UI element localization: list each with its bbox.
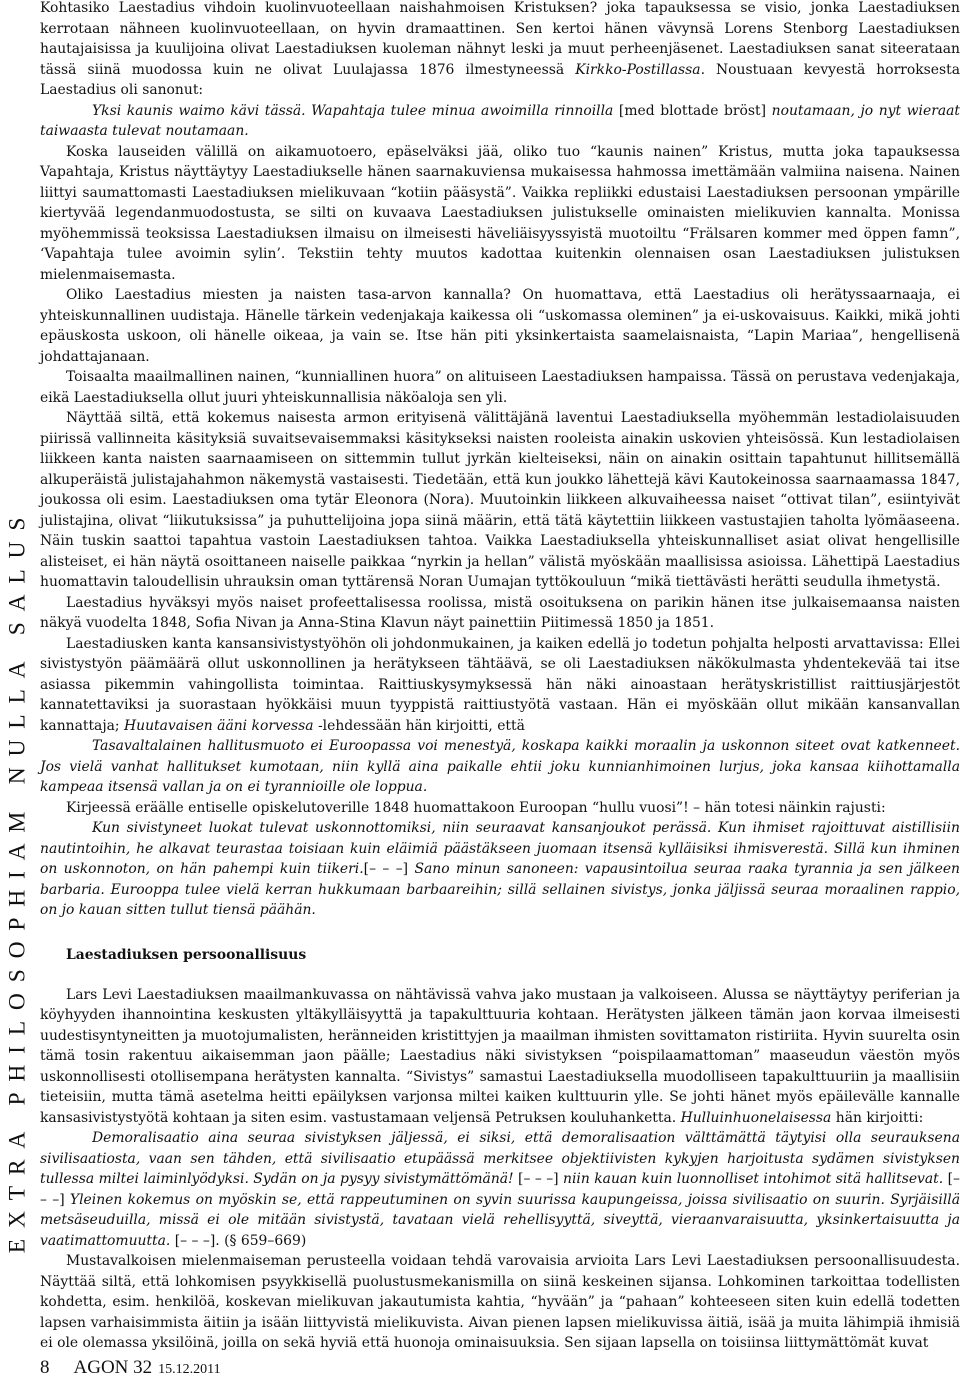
paragraph — [40, 985, 960, 1129]
quotation — [40, 1128, 960, 1251]
side-banner-text: EXTRA PHILOSOPHIAM NULLA SALUS — [4, 506, 31, 1254]
issue-date: 15.12.2011 — [158, 1362, 221, 1377]
quotation: Tasavaltalainen hallitusmuoto ei Euroopassa voi menestyä, koskapa kaikki moraalin ja uskonnon siteet ovat katkenneet. Jos vielä vanhat hallitukset kumotaan, niin kyllä aina paikalle ehtii joku kunnianhimoinen lurjus, joka kansaa kiihottamalla kampeaa itsensä vallan ja on ei tyrannioille ole loppua. — [40, 738, 960, 795]
text: [– – –]. (§ 659–669) — [170, 1232, 307, 1249]
paragraph: Toisaalta maailmallinen nainen, “kunniallinen huora” on alituiseen Laestadiuksen hampaissa. Tässä on perustava vedenjakaja, eikä Laestadiuksella ollut juuri yhteiskunnallisia näköaloja sen yli. — [40, 369, 960, 406]
page-number: 8 — [40, 1357, 50, 1378]
text: Yleinen kokemus on myöskin se, että rappeutuminen on syvin suurissa kaupungeissa, joissa sivilisaatio on suurin. Syrjäisillä metsäseuduilla, missä ei ole mitään sivistystä, tavataan vielä rehellisyyttä, siveyttä, vieraanvaraisuutta, yksinkertaisuutta ja vaatimattomuutta. — [40, 1191, 960, 1249]
paragraph: Kirjeessä eräälle entiselle opiskelutoverille 1848 huomattakoon Euroopan “hullu vuosi”! – hän totesi näinkin rajusti: — [66, 799, 886, 816]
quotation — [40, 101, 960, 142]
page-footer — [40, 1357, 221, 1379]
text: [– – –] — [363, 861, 409, 877]
italic-title: Hulluinhuonelaisessa — [680, 1109, 832, 1126]
text: Kun sivistyneet luokat tulevat uskonnottomiksi, niin seuraavat kansanjoukot perässä. Kun ihmiset rajoittuvat aistillisiin nautintoihin, he alkavat teurastaa toisiaan kuin eläimiä päästäkseen juomaan itsensä kylläisiksi ihmisverestä. Sillä kun ihminen on uskonnoton, on hän pahempi kuin tiikeri. — [40, 820, 960, 877]
paragraph: Laestadius hyväksyi myös naiset profeettalisessa roolissa, mistä osoituksena on parikin hänen itse julkaisemaansa naisten näkyä vuodelta 1848, Sofia Nivan ja Anna-Stina Klavun näyt painettiin Piitimessä 1850 ja 1851. — [40, 594, 960, 631]
paragraph — [40, 0, 960, 101]
paragraph — [40, 634, 960, 737]
italic-title: Huutavaisen ääni korvessa — [124, 717, 314, 734]
text: Sano minun sanoneen: vapausintoilua seuraa raaka tyrannia ja sen jälkeen barbaria. Eurooppa tulee vielä kerran hukkumaan barbaareihin; sillä sellainen sivistys, jonka jäljissä seuraa moraalinen rappio, on jo kauan sitten tullut tiensä päähän. — [40, 861, 960, 918]
magazine-name: AGON 32 — [73, 1357, 153, 1378]
text: Yksi kaunis waimo kävi tässä. Wapahtaja tulee minua awoimilla rinnoilla — [92, 102, 619, 119]
text: Demoralisaatio aina seuraa sivistyksen jäljessä, ei siksi, että demoralisaation välttämättä täytyisi olla seurauksena sivilisaatiosta, vaan sen tähden, että sivilisaatio etupäässä merkitsee objektiivisten kykyjen harjoitusta sydämen sivistyksen tullessa miltei laiminlyödyksi. Sydän on ja pysyy sivistymättömänä! — [40, 1130, 960, 1187]
text: [med blottade bröst] — [618, 102, 767, 119]
text: [– – –] — [40, 1171, 960, 1208]
text: -lehdessään hän kirjoitti, että — [313, 717, 525, 734]
text: . Noustuaan kevyestä horroksesta Laestadius oli sanonut: — [40, 61, 960, 98]
paragraph: Mustavalkoisen mielenmaiseman perusteella voidaan tehdä varovaisia arvioita Lars Levi Laestadiuksen persoonallisuudesta. Näyttää siltä, että lohkomisen psyykkisellä puolustusmekanismilla on siinä keskeinen sijansa. Lohkominen tarkoittaa todellisten kohdetta, esim. henkilöä, koskevan mielikuvan jakautumista kahtia, “hyvään” ja “pahaan” kohteeseen siten kuin edellä todetten lapsen varhaisimmista äitiin ja isään liittyvistä mielikuvista. Aivan pienen lapsen mielikuvissa äitiä, isää ja muita lähimpiä ihmisiä ei ole olemassa yksilöinä, joilla on sekä hyviä että huonoja ominaisuuksia. Sen sijaan lapsella on toisiinsa liittymättömät kuvat — [40, 1253, 960, 1351]
paragraph: Oliko Laestadius miesten ja naisten tasa-arvon kannalla? On huomattava, että Laestadius oli herätyssaarnaaja, ei yhteiskunnallinen uudistaja. Hänelle tärkein vedenjakaja kaikessa oli “uskomassa oleminen” ja ei-uskovaisuus. Kaikki, mikä johti epäuskosta uskoon, oli hänelle oikeaa, ja vain se. Itse hän piti yksinkertaista saamelaisnaista, “Lapin Mariaa”, hengellisenä johdattajanaan. — [40, 287, 960, 365]
text: noutamaan, jo nyt wieraat taiwaasta tulevat noutamaan. — [40, 102, 960, 139]
paragraph: Näyttää siltä, että kokemus naisesta armon erityisenä välittäjänä laventui Laestadiuksella myöhemmän lestadiolaisuuden piirissä vallinneita käsityksiä suvaitsevaisemmaksi käsitykseksi naisten rooleista ainakin uskovien yhteisössä. Kun lestadiolaisen liikkeen kanta naisten saarnaamiseen on sittemmin tullut jyrkän kielteiseksi, näin on ainakin osittain tapahtunut hillitsemällä alkuperäistä julistajahahmon näkemystä vastaisesti. Tiedetään, että kun joukko lähettejä kävi Kautokeinossa saarnaamassa 1847, joukossa oli esim. Laestadiuksen oma tytär Eleonora (Nora). Muutoinkin liikkeen alkuvaiheessa naiset “ottivat tilan”, esiintyivät julistajina, olivat “liikutuksissa” ja puhuttelijoina jopa siinä määrin, että tätä käytettiin liikkeen vastustajien taholta lyömäaseena. Näin tuskin saattoi tapahtua vastoin Laestadiuksen tahtoa. Vaikka Laestadiuksella yhteiskunnalliset asiat olivat hengellisille alisteiset, ei hän näytä osoittaneen naiselle paikkaa “nyrkin ja hellan” välistä myöskään maallisissa asioissa. Lähettipä Laestadius huomattavin taloudellisin uhrauksin oman tyttärensä Noran Uumajan tyttökouluun “mikä tiettävästi herätti seudulla ihmetystä. — [40, 410, 960, 590]
section-heading: Laestadiuksen persoonallisuus — [66, 946, 307, 963]
italic-title: Kirkko-Postillassa — [575, 61, 701, 78]
text: hän kirjoitti: — [831, 1109, 924, 1126]
text: Lars Levi Laestadiuksen maailmankuvassa on nähtävissä vahva jako mustaan ja valkoiseen. Alussa se näyttäytyy periferian ja köyhyyden ihannointina keskusten yltäkylläisyyttä ja tapakulttuuria kohtaan. Herätysten jälkeen tämän jaon korvaa ilmeisesti uudestisyntyneitten ja muotojumalisten, heränneiden kristittyjen ja maailman ihmisten sovittamaton ristiriita. Hyvin suurelta osin tämä tosin rakentuu aikaisemman jaon päälle; Laestadius näki sivistyksen “poispilaamattoman” maaseudun väestön myös uskonnollisesti otollisempana herätysten kannalta. “Sivistys” samastui Laestadiuksella muodolliseen tapakulttuuriin ja maallisiin tieteisiin, mutta tämä asetelma heitti epäilyksen varjonsa miltei kaiken kulttuurin ylle. Se johti hänet myös epäilevälle kannalle kansasivistystyötä kohtaan ja siten esim. vastustamaan veljensä Petruksen kouluhanketta. — [40, 986, 960, 1126]
text: niin kauan kuin luonnolliset intohimot sitä hallitsevat. — [563, 1171, 948, 1187]
quotation — [40, 818, 960, 921]
text: Laestadiusken kanta kansansivistystyöhön oli johdonmukainen, ja kaiken edellä jo todetun pohjalta helposti arvattavissa: Ellei sivistystyön päämäärä ollut uskonnollinen ja herätykseen tähtäävä, se oli Laestadiuksen näkökulmasta yhdentekevää tai itse asiassa pikemmin vahingollista toimintaa. Raittiuskysymyksessä hän näki ainoastaan herätyskristillist raittiusjärjestöt kannatettaviksi ja suorastaan hyökkäisi muun tyyppistä raittiustyötä vastaan. Hän ei myöskään ollut mikään kansanvallan kannattaja; — [40, 635, 960, 734]
text: [– – –] — [513, 1171, 564, 1187]
article-column — [40, 0, 960, 1354]
paragraph: Koska lauseiden välillä on aikamuotoero, epäselväksi jää, oliko tuo “kaunis nainen” Kristus, mutta joka tapauksessa Vapahtaja, Kristus näyttäytyy Laestadiukselle hänen saarnakuviensa mukaisessa hahmossa imettämään valmiina naisena. Nainen liittyi saumattomasti Laestadiuksen mielikuvaan “kotiin pääsystä”. Vaikka repliikki edustaisi Laestadiuksen persoonan ympärille kiertyvää legendanmuodostusta, se silti on kuvaava Laestadiuksen julistukselle ominaisten mielikuvien kannalta. Monissa myöhemmissä teoksissa Laestadiuksen ilmaisu on ilmeisesti häveliäisyyssyistä muotoiltu “Frälsaren kommer med öppen famn”, ‘Vapahtaja tulee avoimin sylin’. Tekstiin tehty muutos kadottaa kuitenkin olennaisen osan Laestadiuksen julistuksen mielenmaisemasta. — [40, 143, 960, 283]
text: Kohtasiko Laestadius vihdoin kuolinvuoteellaan naishahmoisen Kristuksen? joka tapauksessa se visio, jonka Laestadiuksen kerrotaan nähneen kuolinvuoteellaan, on hyvin dramaattinen. Sen kertoi hänen vävynsä Lorens Stenborg Laestadiuksen hautajaisissa ja kuulijoina olivat Laestadiuksen kuoleman nähnyt leski ja muut perheenjäsenet. Laestadiuksen sanat siteerataan tässä siinä muodossa kuin ne olivat Luulajassa 1876 ilmestyneessä — [40, 0, 960, 78]
side-banner — [0, 380, 36, 1380]
